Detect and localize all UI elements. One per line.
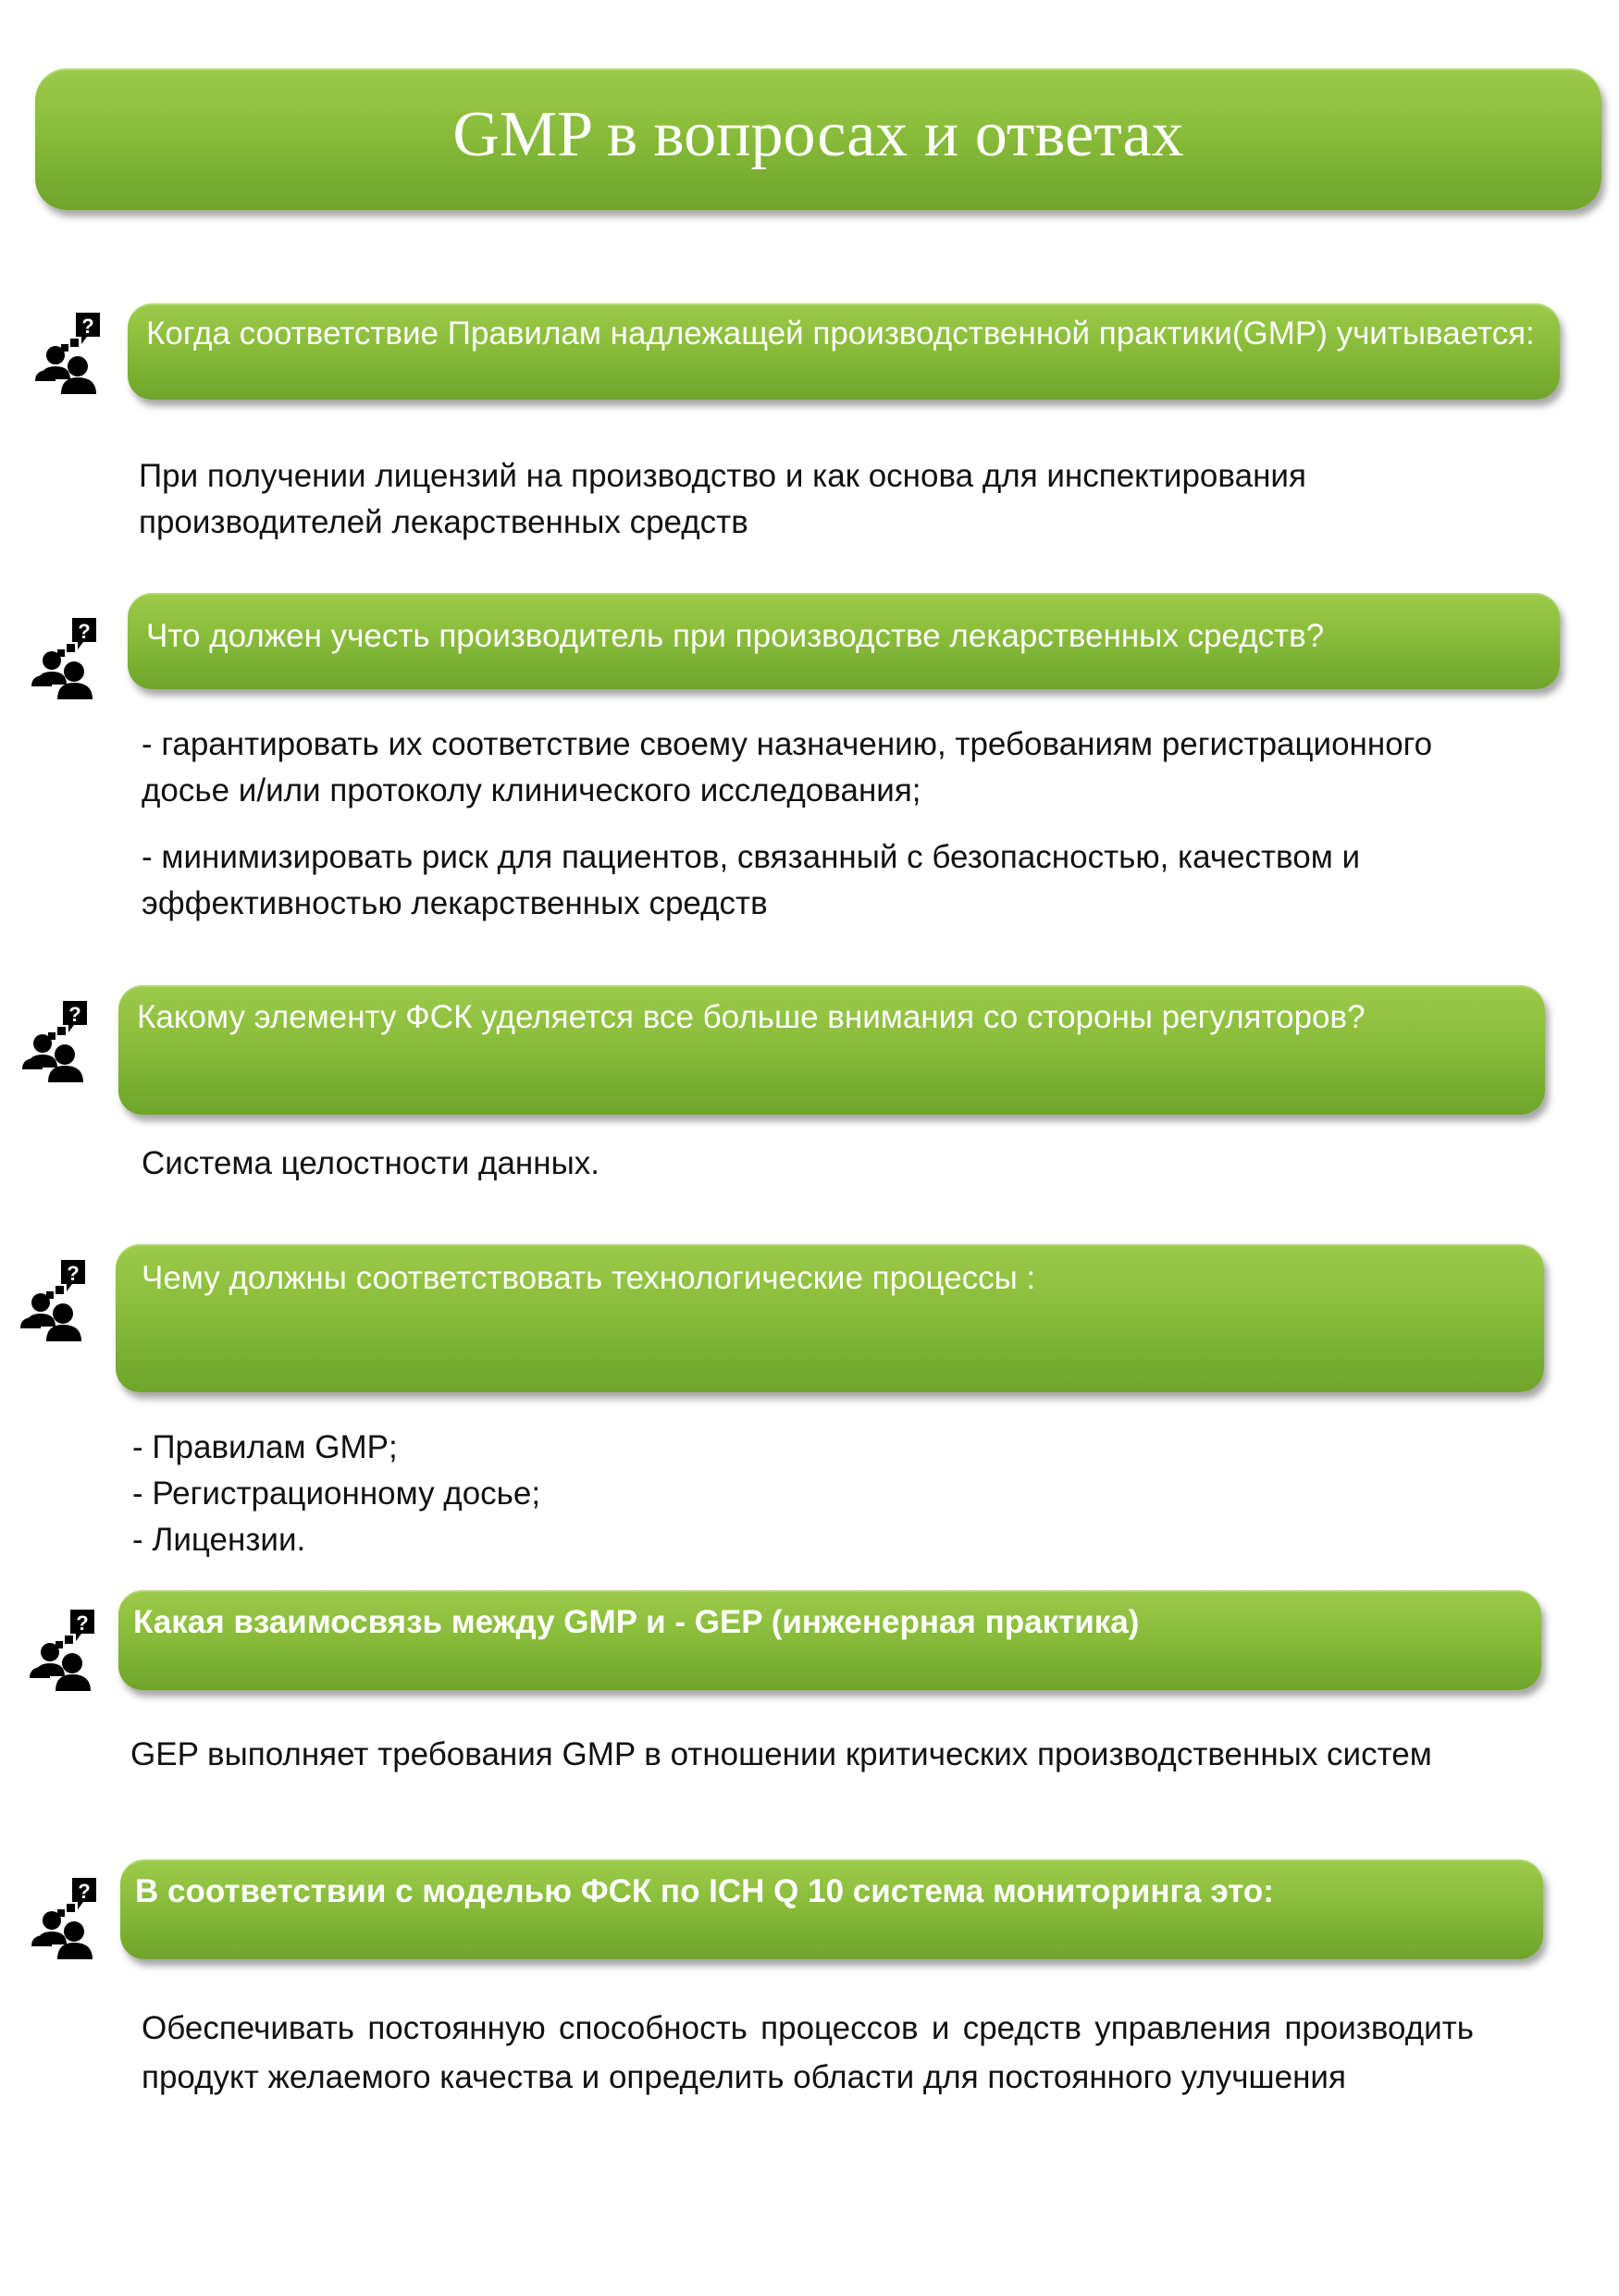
question-person-icon xyxy=(30,1608,96,1691)
page-title: GMP в вопросах и ответах xyxy=(452,99,1184,170)
question-person-icon xyxy=(20,1258,87,1341)
answer-5 xyxy=(130,1732,1500,1778)
question-text-2: Что должен учесть производитель при производстве лекарственных средств? xyxy=(146,618,1325,654)
question-text-4: Чему должны соответствовать технологические процессы : xyxy=(142,1260,1036,1296)
question-text-5: Какая взаимосвязь между GMP и - GEP (инженерная практика) xyxy=(133,1604,1140,1640)
question-person-icon xyxy=(31,616,98,699)
title-banner xyxy=(35,68,1601,210)
question-bar-5 xyxy=(118,1590,1541,1690)
answer-4 xyxy=(132,1425,1483,1563)
answer-2-line-2: - минимизировать риск для пациентов, связанный с безопасностью, качеством и эффективностью лекарственных средств xyxy=(142,839,1361,921)
answer-2-line-1: - гарантировать их соответствие своему назначению, требованиям регистрационного досье и/или протоколу клинического исследования; xyxy=(142,726,1433,809)
answer-4-line-2: - Регистрационному досье; xyxy=(132,1475,541,1512)
answer-5-line: GEP выполняет требования GMP в отношении критических производственных систем xyxy=(130,1736,1432,1772)
question-bar-4 xyxy=(116,1244,1544,1392)
question-bar-3 xyxy=(118,985,1545,1115)
answer-3 xyxy=(142,1141,1492,1187)
question-text-6: В соответствии с моделью ФСК по ICH Q 10 система мониторинга это: xyxy=(135,1873,1274,1909)
question-text-1: Когда соответствие Правилам надлежащей производственной практики(GMP) учитывается: xyxy=(146,315,1535,352)
answer-6-line: Обеспечивать постоянную способность процессов и средств управления производить продукт желаемого качества и определить области для постоянного улучшения xyxy=(142,2010,1474,2095)
question-bar-2 xyxy=(128,593,1560,689)
question-bar-1 xyxy=(128,303,1560,400)
question-bar-6 xyxy=(120,1859,1543,1959)
question-person-icon xyxy=(31,1876,98,1959)
question-text-3: Какому элементу ФСК уделяется все больше внимания со стороны регуляторов? xyxy=(137,999,1366,1035)
answer-4-line-3: - Лицензии. xyxy=(132,1522,306,1558)
answer-1-line: При получении лицензий на производство и как основа для инспектирования производителей лекарственных средств xyxy=(139,458,1306,540)
answer-2 xyxy=(142,722,1492,927)
answer-3-line: Система целостности данных. xyxy=(142,1145,599,1181)
answer-6 xyxy=(142,2004,1474,2102)
answer-4-line-1: - Правилам GMP; xyxy=(132,1429,398,1465)
question-person-icon xyxy=(35,311,102,394)
answer-1 xyxy=(139,453,1489,546)
question-person-icon xyxy=(22,999,89,1082)
